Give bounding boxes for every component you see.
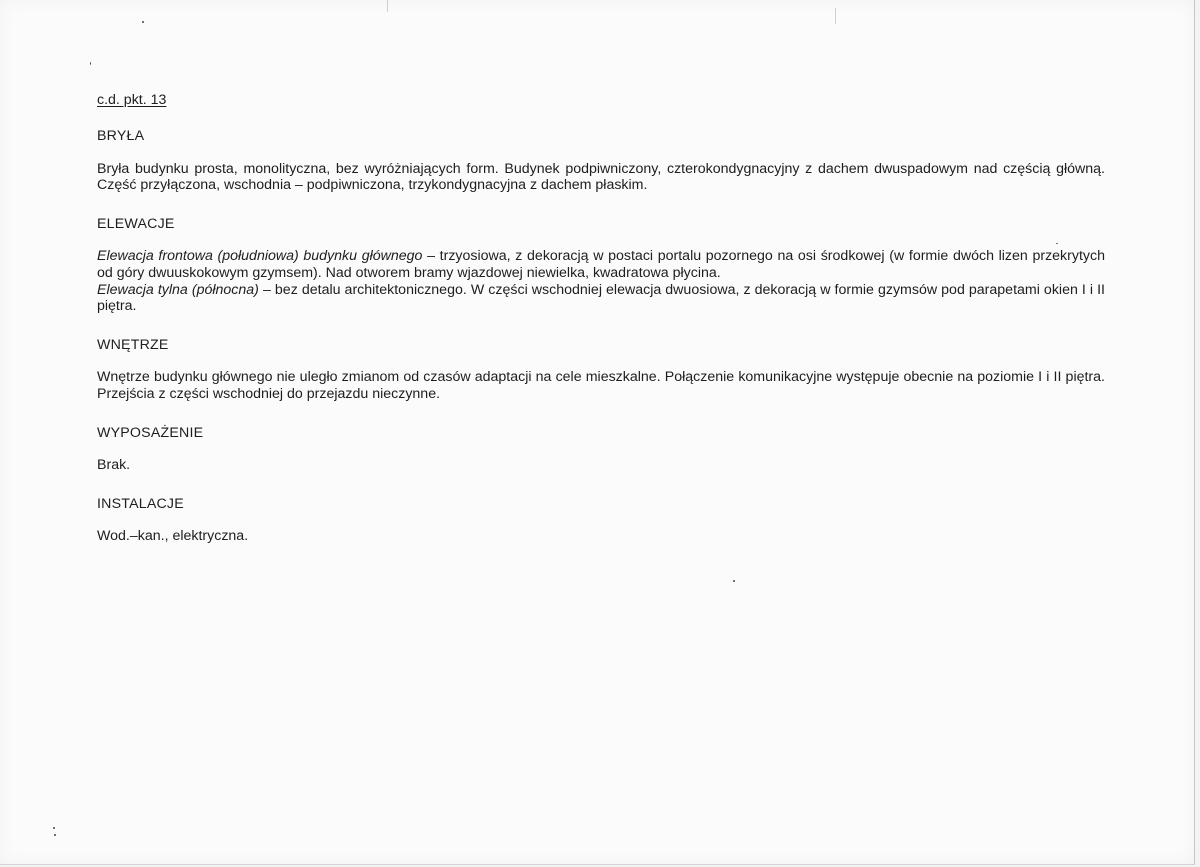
section-heading-wnetrze: WNĘTRZE	[97, 336, 169, 353]
section-heading-elewacje: ELEWACJE	[97, 215, 175, 232]
elewacja-frontowa-text: – trzyosiowa, z dekoracją w postaci portalu pozornego na osi środkowej (w formie dwóch lizen przekrytych od góry dwuuskokowym gzymsem). Nad otworem bramy wjazdowej niewielka, kwadratowa płycina.	[97, 248, 1105, 281]
paragraph-wnetrze: Wnętrze budynku głównego nie uległo zmianom od czasów adaptacji na cele mieszkalne. Połączenie komunikacyjne występuje obecnie na poziomie I i II piętra. Przejścia z części wschodniej do przejazdu nieczynne.	[97, 369, 1105, 402]
section-heading-bryla: BRYŁA	[97, 128, 145, 144]
paragraph-instalacje: Wod.–kan., elektryczna.	[97, 528, 249, 545]
section-instalacje	[97, 496, 1105, 545]
scan-speck	[53, 827, 55, 829]
section-bryla	[97, 128, 1105, 194]
scan-speck	[54, 834, 56, 836]
section-heading-instalacje: INSTALACJE	[97, 495, 184, 512]
paragraph-wyposazenie: Brak.	[97, 457, 131, 474]
paragraph-bryla: Bryła budynku prosta, monolityczna, bez wyróżniających form. Budynek podpiwniczony, czterokondygnacyjny z dachem dwuspadowym nad częścią główną. Część przyłączona, wschodnia – podpiwniczona, trzykondygnacyjna z dachem płaskim.	[97, 160, 1105, 194]
elewacja-frontowa-title: Elewacja frontowa (południowa) budynku głównego	[97, 248, 423, 265]
section-wnetrze	[97, 337, 1105, 403]
elewacja-tylna-text: – bez detalu architektonicznego. W części wschodniej elewacja dwuosiowa, z dekoracją w formie gzymsów pod parapetami okien I i II piętra.	[97, 281, 1105, 315]
elewacja-tylna-title: Elewacja tylna (północna)	[97, 281, 259, 298]
scan-speck	[90, 62, 91, 65]
scan-speck	[142, 21, 144, 23]
section-heading-wyposazenie: WYPOSAŻENIE	[97, 424, 204, 441]
section-wyposazenie	[97, 425, 1105, 474]
section-elewacje	[97, 216, 1105, 315]
paragraph-elewacja-frontowa	[97, 248, 1105, 281]
paragraph-elewacja-tylna	[97, 282, 1105, 315]
scan-artifact	[835, 8, 836, 24]
scan-artifact	[387, 0, 388, 12]
scan-speck	[733, 580, 735, 582]
continuation-reference: c.d. pkt. 13	[97, 92, 167, 108]
document-body	[97, 92, 1105, 545]
